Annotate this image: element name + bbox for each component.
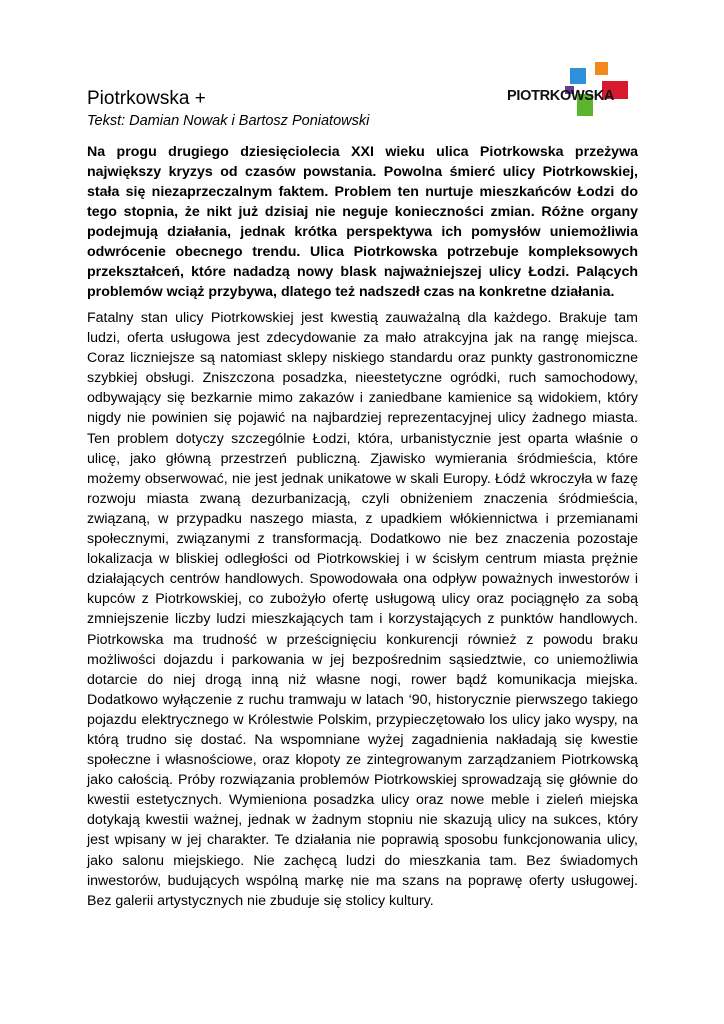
- piotrkowska-logo-graphic: [505, 60, 635, 118]
- logo-wordmark: PIOTRKOWSKA: [507, 88, 615, 104]
- lead-paragraph: Na progu drugiego dziesięciolecia XXI wieku ulica Piotrkowska przeżywa największy kryzys od czasów powstania. Powolna śmierć ulicy Piotrkowskiej, stała się niezaprzeczalnym faktem. Problem ten nurtuje mieszkańców Łodzi do tego stopnia, że nikt już dzisiaj nie neguje konieczności zmian. Różne organy podejmują działania, jednak krótka perspektywa ich pomysłów uniemożliwia odwrócenie obecnego trendu. Ulica Piotrkowska potrzebuje kompleksowych przekształceń, które nadadzą nowy blask najważniejszej ulicy Łodzi. Palących problemów wciąż przybywa, dlatego też nadszedł czas na konkretne działania.: [87, 144, 638, 300]
- document-authors: Tekst: Damian Nowak i Bartosz Poniatowski: [87, 113, 370, 129]
- piotrkowska-logo: [505, 60, 635, 118]
- logo-blue-square: [570, 68, 586, 84]
- body-paragraph: Fatalny stan ulicy Piotrkowskiej jest kwestią zauważalną dla każdego. Brakuje tam ludzi, oferta usługowa jest zdecydowanie za mało atrakcyjna jak na rangę miejsca. Coraz liczniejsze są natomiast sklepy niskiego standardu oraz punkty gastronomiczne szybkiej obsługi. Zniszczona posadzka, nieestetyczne ogródki, ruch samochodowy, odbywający się bezkarnie mimo zakazów i zaniedbane kamienice są widokiem, który nigdy nie powinien się pojawić na najbardziej reprezentacyjnej ulicy żadnego miasta. Ten problem dotyczy szczególnie Łodzi, która, urbanistycznie jest oparta właśnie o ulicę, jako główną przestrzeń publiczną. Zjawisko wymierania śródmieścia, które możemy obserwować, nie jest jednak unikatowe w skali Europy. Łódź wkroczyła w fazę rozwoju miasta zwaną dezurbanizacją, czyli obniżeniem znaczenia śródmieścia, związaną, w przypadku naszego miasta, z upadkiem włókiennictwa i przemianami społecznymi, związanymi z transformacją. Dodatkowo nie bez znaczenia pozostaje lokalizacja w bliskiej odległości od Piotrkowskiej i w ścisłym centrum miasta prężnie działających centrów handlowych. Spowodowała ona odpływ poważnych inwestorów i kupców z Piotrkowskiej, co zubożyło ofertę usługową ulicy oraz pociągnęło za sobą zmniejszenie liczby ludzi mieszkających tam i korzystających z punktów handlowych. Piotrkowska ma trudność w prześcignięciu konkurencji również z powodu braku możliwości dojazdu i parkowania w jej bezpośrednim sąsiedztwie, co uniemożliwia dotarcie do niej drogą inną niż własne nogi, rower bądź komunikacja miejska. Dodatkowo wyłączenie z ruchu tramwaju w latach ‘90, historycznie pierwszego takiego pojazdu elektrycznego w Królestwie Polskim, przypieczętowało los ulicy jako wyspy, na którą trudno się dostać. Na wspomniane wyżej zagadnienia nakładają się kwestie społeczne i własnościowe, oraz kłopoty ze zintegrowanym zarządzaniem Piotrkowską jako całością. Próby rozwiązania problemów Piotrkowskiej sprowadzają się głównie do kwestii estetycznych. Wymieniona posadzka ulicy oraz nowe meble i zieleń miejska dotykają kwestii ważnej, jednak w żadnym stopniu nie skazują ulicy na sukces, który jest wpisany w jej charakter. Te działania nie poprawią sposobu funkcjonowania ulicy, jako salonu miejskiego. Nie zachęcą ludzi do mieszkania tam. Bez świadomych inwestorów, budujących wspólną markę nie ma szans na poprawę oferty usługowej. Bez galerii artystycznych nie zbuduje się stolicy kultury.: [87, 310, 638, 909]
- document-title: Piotrkowska +: [87, 88, 206, 109]
- logo-orange-square: [595, 62, 608, 75]
